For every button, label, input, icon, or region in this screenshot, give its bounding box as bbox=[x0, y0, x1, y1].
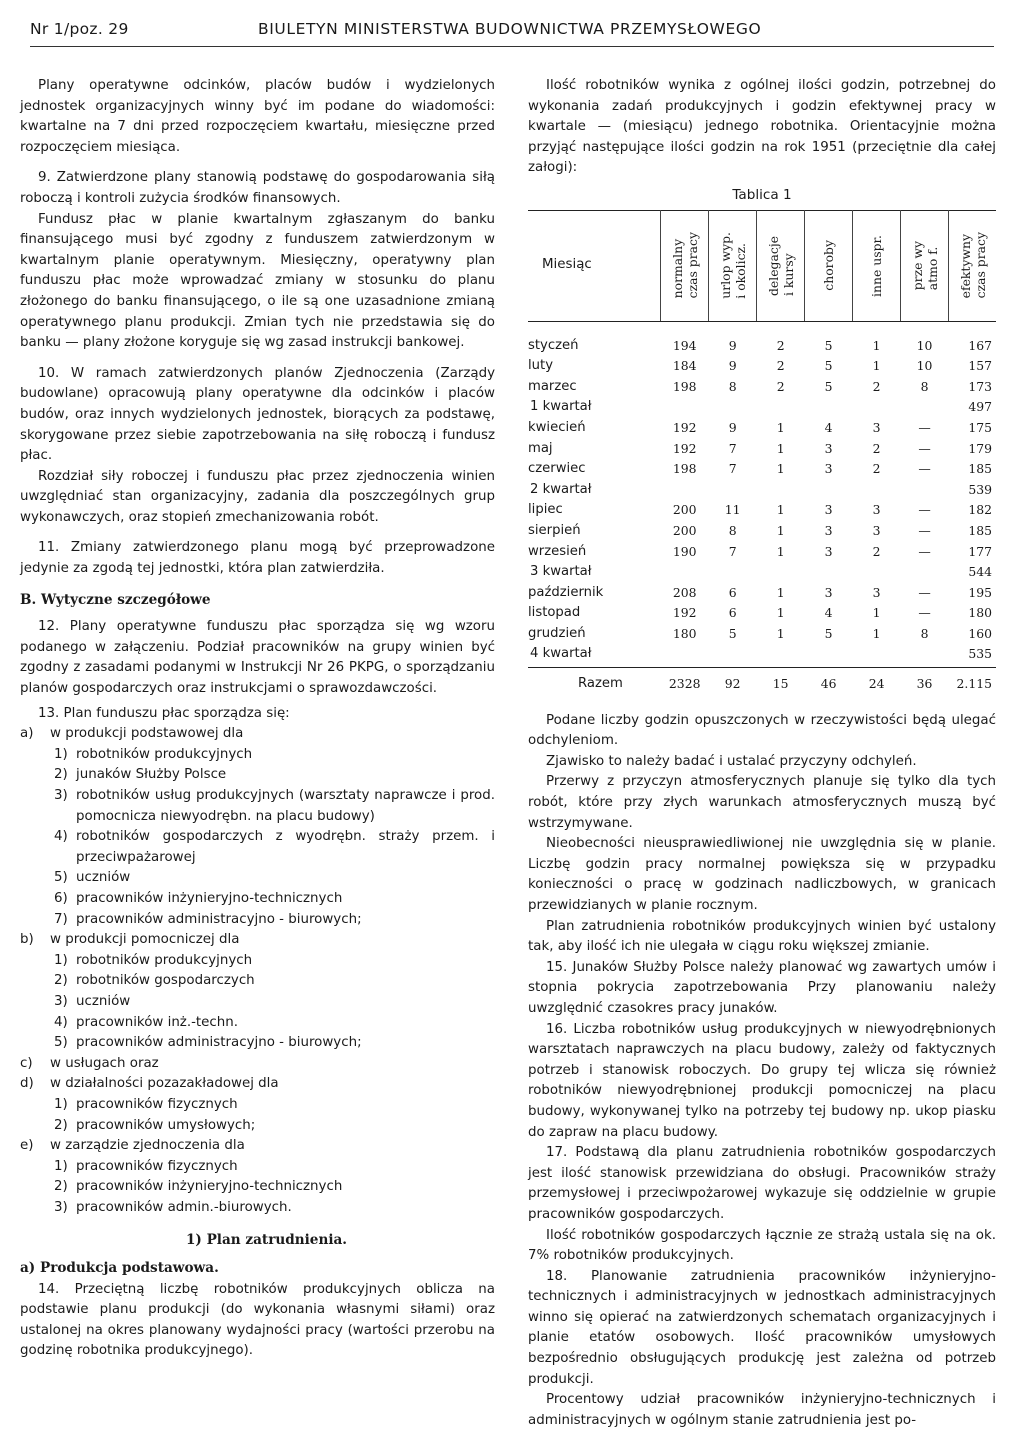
table-cell: 195 bbox=[968, 584, 992, 600]
table-cell bbox=[853, 480, 901, 501]
list-item: 4) pracowników inż.-techn. bbox=[54, 1014, 239, 1030]
table-header: normalny czas pracy bbox=[661, 210, 709, 321]
paragraph-intro: Plany operatywne odcinków, placów budów i wydzielonych jednostek organizacyjnych winny być im podane do wiadomości: kwartalne na 7 dni przed rozpoczęciem kwartału, miesięczne przed rozpoczęciem miesiąca. bbox=[20, 78, 495, 155]
table-cell: 3 bbox=[824, 584, 833, 600]
table-cell: 1 bbox=[872, 625, 881, 641]
section-a-heading: a) Produkcja podstawowa. bbox=[20, 1260, 219, 1277]
table-cell: 2328 bbox=[661, 668, 709, 695]
table-cell: 5 bbox=[824, 337, 833, 353]
table-cell bbox=[757, 480, 805, 501]
paragraph-10b: Rozdział siły roboczej i funduszu płac przez zjednoczenia winien uwzględniać stan organizacyjny, zadania dla poszczególnych grup wykonawczych, oraz stopień zmechanizowania robót. bbox=[20, 468, 495, 525]
section-b-heading: B. Wytyczne szczegółowe bbox=[20, 591, 211, 608]
paragraph-17: 17. Podstawą dla planu zatrudnienia robotników gospodarczych jest ilość stanowisk przewidziana do obsługi. Pracowników straży przemysłowej i przeciwpożarowej wykazuje się oddzielnie w grupie pracowników gospodarczych. bbox=[528, 1145, 996, 1222]
table-cell: 200 bbox=[672, 522, 697, 538]
table-row bbox=[528, 542, 996, 563]
table-row bbox=[528, 583, 996, 604]
list-item: 2) pracowników umysłowych; bbox=[54, 1117, 256, 1133]
table-cell: 9 bbox=[728, 419, 737, 435]
table-row bbox=[528, 377, 996, 398]
table-cell-month: sierpień bbox=[528, 522, 581, 538]
table-cell: 179 bbox=[968, 440, 992, 456]
table-row bbox=[528, 356, 996, 377]
table-cell: 10 bbox=[916, 337, 933, 353]
table-cell bbox=[757, 397, 805, 418]
table-cell bbox=[853, 397, 901, 418]
table-cell: 160 bbox=[968, 625, 992, 641]
table-cell: 497 bbox=[968, 399, 992, 415]
table-cell: 198 bbox=[672, 378, 697, 394]
fund-list bbox=[20, 724, 495, 1218]
list-item: 3) pracowników admin.-biurowych. bbox=[54, 1199, 292, 1215]
table-row-total bbox=[528, 668, 996, 695]
table-cell: 8 bbox=[920, 378, 929, 394]
table-cell bbox=[901, 480, 949, 501]
paragraph-14: 14. Przeciętną liczbę robotników produkcyjnych oblicza na podstawie planu produkcji (do wykonania własnymi siłami) oraz ustalonej na okres planowany wydajności pracy (wartości przerobu na godzinę robotnika produkcyjnego). bbox=[20, 1281, 495, 1359]
list-item: 4) robotników gospodarczych z wyodrębn. straży przem. i przeciwpażarowej bbox=[54, 829, 495, 865]
table-cell: 7 bbox=[728, 461, 737, 477]
table-cell-month: czerwiec bbox=[528, 461, 586, 477]
table-cell: 9 bbox=[728, 358, 737, 374]
table-cell: 92 bbox=[709, 668, 757, 695]
table-cell: 208 bbox=[672, 584, 697, 600]
table-cell-month: luty bbox=[528, 358, 553, 374]
list-item: 1) pracowników fizycznych bbox=[54, 1096, 238, 1112]
table-cell bbox=[805, 480, 853, 501]
list-item: 3) uczniów bbox=[54, 993, 131, 1009]
table-cell: 9 bbox=[728, 337, 737, 353]
table-cell: 46 bbox=[805, 668, 853, 695]
list-item: 2) junaków Służby Polsce bbox=[54, 767, 227, 783]
page-number: Nr 1/poz. 29 bbox=[30, 20, 129, 38]
table-cell bbox=[661, 480, 709, 501]
table-cell-month: lipiec bbox=[528, 502, 563, 518]
table-cell: 173 bbox=[968, 378, 992, 394]
table-cell: 2 bbox=[872, 378, 881, 394]
paragraph-18b: Procentowy udział pracowników inżynieryjno-technicznych i administracyjnych w ogólnym stanie zatrudnienia jest po- bbox=[528, 1392, 996, 1428]
paragraph-11: 11. Zmiany zatwierdzonego planu mogą być przeprowadzone jedynie za zgodą tej jednostki, która plan zatwierdziła. bbox=[20, 540, 495, 577]
table-cell: 184 bbox=[672, 358, 697, 374]
left-column bbox=[20, 76, 495, 1362]
table-row bbox=[528, 644, 996, 667]
table-cell: 3 bbox=[872, 502, 881, 518]
table-cell: 5 bbox=[728, 625, 737, 641]
table-cell: — bbox=[918, 440, 931, 456]
table-cell: 2 bbox=[872, 440, 881, 456]
paragraph-right-a: Podane liczby godzin opuszczonych w rzeczywistości będą ulegać odchyleniom. bbox=[528, 712, 996, 749]
section-1-heading: 1) Plan zatrudnienia. bbox=[185, 1232, 348, 1249]
table-cell: 539 bbox=[968, 481, 992, 497]
table-cell bbox=[709, 480, 757, 501]
page-header bbox=[30, 14, 994, 48]
table-row bbox=[528, 459, 996, 480]
table-cell bbox=[805, 397, 853, 418]
table-cell-month: maj bbox=[528, 440, 553, 456]
paragraph-10: 10. W ramach zatwierdzonych planów Zjednoczenia (Zarządy budowlane) opracowują plany operatywne dla odcinków i placów budów, oraz innych wydzielonych jednostek, biorących za podstawę, skorygowane przez siebie zapotrzebowania na siłę roboczą i fundusz płac. bbox=[20, 365, 495, 464]
table-cell: 3 bbox=[824, 502, 833, 518]
table-cell: 6 bbox=[728, 605, 737, 621]
table-cell: 36 bbox=[901, 668, 949, 695]
table-cell: 3 bbox=[824, 461, 833, 477]
table-cell: 24 bbox=[853, 668, 901, 695]
table-cell: — bbox=[918, 605, 931, 621]
table-cell: 200 bbox=[672, 502, 697, 518]
table-cell: 5 bbox=[824, 358, 833, 374]
table-cell: — bbox=[918, 543, 931, 559]
table-cell-month: marzec bbox=[528, 378, 577, 394]
paragraph-right-c: Przerwy z przyczyn atmosferycznych planuje się tylko dla tych robót, które przy złych warunkach atmosferycznych muszą być wstrzymywane. bbox=[528, 774, 996, 831]
table-header: delegacje i kursy bbox=[757, 210, 805, 321]
list-item: a) w produkcji podstawowej dla bbox=[20, 726, 244, 742]
list-item: 1) pracowników fizycznych bbox=[54, 1158, 238, 1174]
table-cell: — bbox=[918, 522, 931, 538]
table-row bbox=[528, 603, 996, 624]
table-cell-month: 1 kwartał bbox=[530, 399, 592, 415]
table-row bbox=[528, 521, 996, 542]
paragraph-right-d: Nieobecności nieusprawiedliwionej nie uwzględnia się w planie. Liczbę godzin pracy normalnej powiększa się w przypadku konieczności o pracę w godzinach nadliczbowych, w granicach przewidzianych w planie rocznym. bbox=[528, 836, 996, 913]
table-cell bbox=[901, 397, 949, 418]
table-cell: 180 bbox=[672, 625, 697, 641]
table-cell-month: 4 kwartał bbox=[528, 644, 661, 667]
table-cell: 10 bbox=[916, 358, 933, 374]
table-cell: — bbox=[918, 584, 931, 600]
table-cell bbox=[709, 562, 757, 583]
bulletin-title: BIULETYN MINISTERSTWA BUDOWNICTWA PRZEMYSŁOWEGO bbox=[258, 20, 762, 38]
table-cell: 180 bbox=[968, 605, 992, 621]
table-cell bbox=[901, 562, 949, 583]
table-cell: 192 bbox=[672, 419, 697, 435]
paragraph-9b: Fundusz płac w planie kwartalnym zgłaszanym do banku finansującego musi być zgodny z funduszem zatwierdzonym w kwartalnym planie operatywnym. Miesięczny, operatywny plan funduszu płac może wprowadzać zmiany w stosunku do planu złożonego do banku finansującego, o ile są one uzasadnione zmianą operatywnego planu produkcji. Zmian tych nie przedstawia się do banku — plany złożone koryguje się wg zasad instrukcji bankowej. bbox=[20, 211, 495, 351]
table-cell-month: Razem bbox=[528, 668, 661, 695]
table-cell: 11 bbox=[724, 502, 741, 518]
list-item: 5) uczniów bbox=[54, 870, 131, 886]
paragraph-16: 16. Liczba robotników usług produkcyjnych w niewyodrębnionych warsztatach naprawczych na placu budowy, zależy od faktycznych potrzeb i stanowisk roboczych. Do grupy tej wlicza się również robotników niewyodrębnionej produkcji pomocniczej na placu budowy, wykonywanej tylko na potrzeby tej budowy np. ukop piasku do zapraw na placu budowy. bbox=[528, 1021, 996, 1140]
table-cell bbox=[757, 562, 805, 583]
paragraph-18: 18. Planowanie zatrudnienia pracowników inżynieryjno-technicznych i administracyjnych w jednostkach administracyjnych winno się opierać na zatwierdzonych schematach organizacyjnych i planie etatów osobowych. Ilość pracowników umysłowych bezpośrednio obsługujących produkcję jest zależna od potrzeb produkcji. bbox=[528, 1268, 996, 1387]
table-cell: 8 bbox=[728, 522, 737, 538]
table-cell bbox=[901, 644, 949, 667]
table-cell: 194 bbox=[672, 337, 697, 353]
table-cell-month: 3 kwartał bbox=[530, 564, 592, 580]
table-header: prze wy atmo f. bbox=[901, 210, 949, 321]
table-cell bbox=[709, 397, 757, 418]
table-cell bbox=[853, 644, 901, 667]
table-cell-month: grudzień bbox=[528, 625, 586, 641]
table-cell-month: styczeń bbox=[528, 337, 579, 353]
table-cell: 3 bbox=[824, 543, 833, 559]
table-cell: 2 bbox=[872, 461, 881, 477]
table-cell-month: wrzesień bbox=[528, 543, 587, 559]
table-cell: — bbox=[918, 502, 931, 518]
table-cell: 198 bbox=[672, 461, 697, 477]
list-item: 7) pracowników administracyjno - biurowych; bbox=[54, 911, 362, 927]
table-header: choroby bbox=[805, 210, 853, 321]
paragraph-13: 13. Plan funduszu płac sporządza się: bbox=[38, 705, 290, 721]
list-item: c) w usługach oraz bbox=[20, 1055, 159, 1071]
table-cell: 185 bbox=[968, 522, 992, 538]
table-cell: 544 bbox=[968, 564, 992, 580]
table-caption: Tablica 1 bbox=[732, 186, 792, 203]
table-cell: — bbox=[918, 419, 931, 435]
table-cell-month: listopad bbox=[528, 605, 581, 621]
table-cell-month: kwiecień bbox=[528, 419, 586, 435]
table-cell: 8 bbox=[728, 378, 737, 394]
table-cell: 7 bbox=[728, 543, 737, 559]
table-cell: 192 bbox=[672, 605, 697, 621]
table-header: efektywny czas pracy bbox=[949, 210, 996, 321]
table-cell-month: 2 kwartał bbox=[530, 481, 592, 497]
table-cell: 185 bbox=[968, 461, 992, 477]
table-row bbox=[528, 397, 996, 418]
paragraph-9: 9. Zatwierdzone plany stanowią podstawę do gospodarowania siłą roboczą i kontroli zużycia środków finansowych. bbox=[20, 170, 495, 206]
list-item: 6) pracowników inżynieryjno-technicznych bbox=[54, 890, 343, 906]
table-cell: 175 bbox=[968, 419, 992, 435]
table-cell: 7 bbox=[728, 440, 737, 456]
table-cell bbox=[661, 397, 709, 418]
paragraph-12: 12. Plany operatywne funduszu płac sporządza się wg wzoru podanego w załączeniu. Podział pracowników na grupy winien być zgodny z zasadami podanymi w Instrukcji Nr 26 PKPG, o sporządzaniu planów gospodarczych oraz instrukcjami o sprawozdawczości. bbox=[20, 619, 495, 697]
table-cell-month: październik bbox=[528, 584, 604, 600]
table-cell: 167 bbox=[968, 337, 992, 353]
list-item: 2) pracowników inżynieryjno-technicznych bbox=[54, 1179, 343, 1195]
table-cell: 1 bbox=[776, 605, 785, 621]
table-cell: 15 bbox=[757, 668, 805, 695]
table-row bbox=[528, 500, 996, 521]
table-cell bbox=[757, 644, 805, 667]
table-row bbox=[528, 418, 996, 439]
table-cell: 8 bbox=[920, 625, 929, 641]
table-cell: 3 bbox=[824, 440, 833, 456]
list-item: 1) robotników produkcyjnych bbox=[54, 746, 253, 762]
table-cell: 6 bbox=[728, 584, 737, 600]
table-cell: 2 bbox=[872, 543, 881, 559]
table-cell bbox=[853, 562, 901, 583]
list-item: 2) robotników gospodarczych bbox=[54, 973, 255, 989]
table-cell: 2.115 bbox=[949, 668, 996, 695]
table-cell: 182 bbox=[968, 502, 992, 518]
table-cell bbox=[805, 644, 853, 667]
header-rule bbox=[30, 46, 994, 47]
table-cell: 1 bbox=[776, 543, 785, 559]
paragraph-17b: Ilość robotników gospodarczych łącznie ze strażą ustala się na ok. 7% robotników produkcyjnych. bbox=[528, 1227, 996, 1264]
table-header: inne uspr. bbox=[853, 210, 901, 321]
table-row bbox=[528, 624, 996, 645]
list-item: 5) pracowników administracyjno - biurowych; bbox=[54, 1035, 362, 1051]
table-cell: 1 bbox=[872, 358, 881, 374]
table-row bbox=[528, 562, 996, 583]
table-cell: 1 bbox=[776, 502, 785, 518]
table-cell: 5 bbox=[824, 625, 833, 641]
list-item: b) w produkcji pomocniczej dla bbox=[20, 932, 240, 948]
table-cell bbox=[661, 562, 709, 583]
table-header: urlop wyp. i okolicz. bbox=[709, 210, 757, 321]
table-cell: 1 bbox=[776, 419, 785, 435]
list-item: d) w działalności pozazakładowej dla bbox=[20, 1076, 279, 1092]
table-cell: 192 bbox=[672, 440, 697, 456]
table-cell: 1 bbox=[872, 605, 881, 621]
paragraph-right-e: Plan zatrudnienia robotników produkcyjnych winien być ustalony tak, aby ilość ich nie ulegała w ciągu roku większej zmianie. bbox=[528, 918, 996, 955]
paragraph-15: 15. Junaków Służby Polsce należy planować wg zawartych umów i stopnia pokrycia zapotrzebowania Przy planowaniu należy uwzględnić czasokres pracy junaków. bbox=[528, 959, 996, 1016]
table-cell: 1 bbox=[776, 625, 785, 641]
table-cell: 5 bbox=[824, 378, 833, 394]
list-item: 1) robotników produkcyjnych bbox=[54, 952, 253, 968]
table-cell bbox=[709, 644, 757, 667]
right-column bbox=[528, 76, 996, 1431]
table-cell: 157 bbox=[968, 358, 992, 374]
table-cell: 1 bbox=[872, 337, 881, 353]
hours-table bbox=[528, 210, 996, 695]
table-row bbox=[528, 321, 996, 356]
table-cell: 4 bbox=[824, 605, 833, 621]
table-cell: 3 bbox=[824, 522, 833, 538]
table-cell: 1 bbox=[776, 461, 785, 477]
table-cell: 535 bbox=[949, 644, 996, 667]
table-cell: 3 bbox=[872, 419, 881, 435]
list-item: 3) robotników usług produkcyjnych (warsztaty naprawcze i prod. pomocnicza niewyodrębn. na placu budowy) bbox=[54, 788, 495, 824]
table-cell: — bbox=[918, 461, 931, 477]
table-cell: 1 bbox=[776, 440, 785, 456]
paragraph-right-b: Zjawisko to należy badać i ustalać przyczyny odchyleń. bbox=[546, 753, 917, 769]
table-cell: 1 bbox=[776, 522, 785, 538]
table-cell: 2 bbox=[776, 378, 785, 394]
table-row bbox=[528, 480, 996, 501]
table-cell: 3 bbox=[872, 584, 881, 600]
table-cell: 1 bbox=[776, 584, 785, 600]
table-cell: 3 bbox=[872, 522, 881, 538]
table-cell: 2 bbox=[776, 337, 785, 353]
table-cell: 4 bbox=[824, 419, 833, 435]
table-cell: 190 bbox=[672, 543, 697, 559]
table-cell: 2 bbox=[776, 358, 785, 374]
table-cell bbox=[805, 562, 853, 583]
table-row bbox=[528, 439, 996, 460]
table-cell bbox=[661, 644, 709, 667]
table-cell: 177 bbox=[968, 543, 992, 559]
paragraph-right-top: Ilość robotników wynika z ogólnej ilości godzin, potrzebnej do wykonania zadań produkcyjnych i godzin efektywnej pracy w kwartale — (miesiącu) jednego robotnika. Orientacyjnie można przyjąć następujące ilości godzin na rok 1951 (przeciętnie dla całej załogi): bbox=[528, 78, 996, 176]
list-item: e) w zarządzie zjednoczenia dla bbox=[20, 1138, 245, 1154]
table-header-month: Miesiąc bbox=[528, 210, 661, 321]
